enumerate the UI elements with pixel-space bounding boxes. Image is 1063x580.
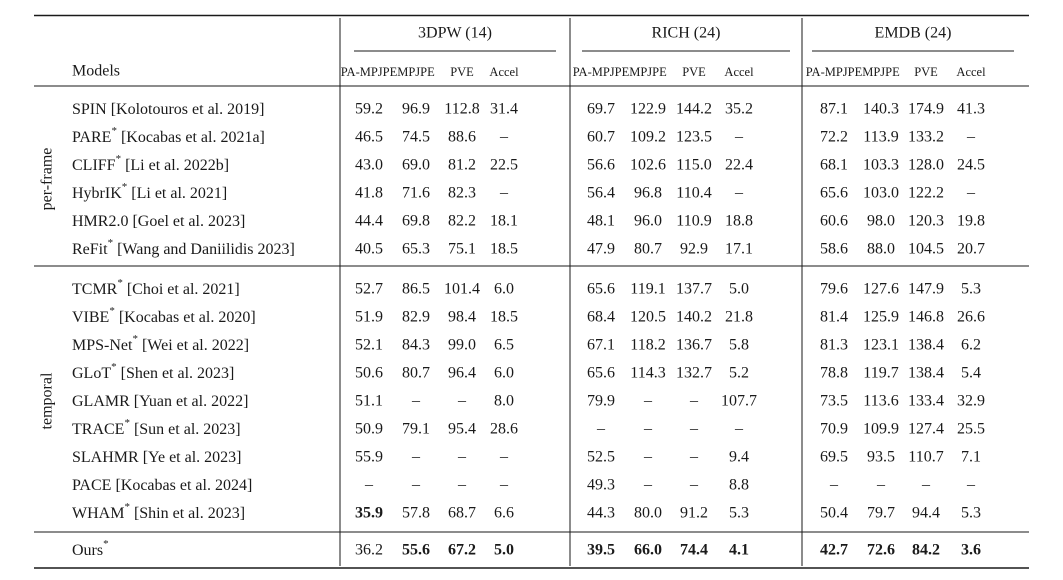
value-cell: 81.2 xyxy=(448,156,476,174)
model-name: TCMR xyxy=(72,280,118,298)
value-cell: 133.2 xyxy=(908,128,944,146)
value-cell: 103.0 xyxy=(863,184,899,202)
value-cell: 84.2 xyxy=(912,541,940,559)
value-cell: 5.3 xyxy=(961,504,981,522)
value-cell: 84.3 xyxy=(402,336,430,354)
value-cell: 79.7 xyxy=(867,504,895,522)
results-table-svg xyxy=(34,14,1029,570)
value-cell: 69.7 xyxy=(587,100,615,118)
star-marker: * xyxy=(103,538,109,550)
model-cell xyxy=(72,237,295,258)
value-cell: 133.4 xyxy=(908,392,944,410)
value-cell: 32.9 xyxy=(957,392,985,410)
value-cell: 110.9 xyxy=(676,212,712,230)
star-marker: * xyxy=(117,277,123,289)
model-cell xyxy=(72,101,264,118)
value-cell: 144.2 xyxy=(676,100,712,118)
citation: [Kocabas et al. 2024] xyxy=(111,476,253,494)
value-cell: 6.5 xyxy=(494,336,514,354)
metric-header: PA-MPJPE xyxy=(805,65,863,79)
value-cell: 65.6 xyxy=(587,280,615,298)
value-cell: 51.1 xyxy=(355,392,383,410)
citation: [Kocabas et al. 2020] xyxy=(114,308,256,326)
value-cell: 98.0 xyxy=(867,212,895,230)
value-cell: 65.3 xyxy=(402,240,430,258)
value-cell: 115.0 xyxy=(676,156,712,174)
value-cell: 68.4 xyxy=(587,308,615,326)
model-cell xyxy=(72,361,234,382)
value-cell: 71.6 xyxy=(402,184,430,202)
value-cell: 21.8 xyxy=(725,308,753,326)
value-cell: 73.5 xyxy=(820,392,848,410)
dataset-header: RICH (24) xyxy=(651,24,721,42)
value-cell: 82.3 xyxy=(448,184,476,202)
model-cell xyxy=(72,501,245,522)
metric-header: MPJPE xyxy=(629,65,667,79)
star-marker: * xyxy=(111,361,117,373)
value-cell: 5.3 xyxy=(729,504,749,522)
value-cell: 6.0 xyxy=(494,364,514,382)
model-cell xyxy=(72,181,227,202)
value-cell: – xyxy=(597,420,605,438)
value-cell: 69.0 xyxy=(402,156,430,174)
value-cell: 58.6 xyxy=(820,240,848,258)
value-cell: 107.7 xyxy=(721,392,757,410)
value-cell: – xyxy=(500,476,508,494)
value-cell: – xyxy=(690,476,698,494)
value-cell: 68.7 xyxy=(448,504,476,522)
star-marker: * xyxy=(121,181,128,193)
value-cell: – xyxy=(644,476,652,494)
value-cell: 44.4 xyxy=(355,212,383,230)
value-cell: 119.1 xyxy=(630,280,666,298)
value-cell: 94.4 xyxy=(912,504,940,522)
value-cell: 50.4 xyxy=(820,504,848,522)
value-cell: 113.6 xyxy=(863,392,899,410)
value-cell: 119.7 xyxy=(863,364,899,382)
metric-header: PVE xyxy=(914,65,938,79)
value-cell: 88.6 xyxy=(448,128,476,146)
value-cell: 65.6 xyxy=(587,364,615,382)
model-cell xyxy=(72,305,256,326)
model-name: CLIFF xyxy=(72,156,116,174)
model-name: HMR2.0 xyxy=(72,212,129,230)
value-cell: 3.6 xyxy=(961,541,981,559)
value-cell: 69.5 xyxy=(820,448,848,466)
value-cell: 41.8 xyxy=(355,184,383,202)
value-cell: 18.8 xyxy=(725,212,753,230)
metric-header: MPJPE xyxy=(397,65,435,79)
value-cell: – xyxy=(877,476,885,494)
value-cell: 18.1 xyxy=(490,212,518,230)
value-cell: 174.9 xyxy=(908,100,944,118)
star-marker: * xyxy=(115,153,122,165)
value-cell: 72.2 xyxy=(820,128,848,146)
value-cell: 47.9 xyxy=(587,240,615,258)
model-name: MPS-Net xyxy=(72,336,133,354)
citation: [Kocabas et al. 2021a] xyxy=(116,128,265,146)
value-cell: 140.3 xyxy=(863,100,899,118)
value-cell: 67.2 xyxy=(448,541,476,559)
value-cell: 36.2 xyxy=(355,541,383,559)
value-cell: 75.1 xyxy=(448,240,476,258)
model-name: SPIN xyxy=(72,100,107,118)
value-cell: – xyxy=(690,420,698,438)
results-table xyxy=(34,14,1029,570)
value-cell: 5.2 xyxy=(729,364,749,382)
value-cell: 52.7 xyxy=(355,280,383,298)
value-cell: 60.7 xyxy=(587,128,615,146)
value-cell: 81.3 xyxy=(820,336,848,354)
value-cell: 9.4 xyxy=(729,448,749,466)
value-cell: 46.5 xyxy=(355,128,383,146)
value-cell: 125.9 xyxy=(863,308,899,326)
metric-header: Accel xyxy=(724,65,754,79)
model-name: VIBE xyxy=(72,308,110,326)
model-cell xyxy=(72,417,241,438)
value-cell: 65.6 xyxy=(820,184,848,202)
value-cell: 113.9 xyxy=(863,128,899,146)
model-cell xyxy=(72,449,242,466)
value-cell: 123.5 xyxy=(676,128,712,146)
value-cell: 67.1 xyxy=(587,336,615,354)
value-cell: – xyxy=(644,420,652,438)
value-cell: 96.0 xyxy=(634,212,662,230)
value-cell: 70.9 xyxy=(820,420,848,438)
value-cell: 138.4 xyxy=(908,336,944,354)
value-cell: 48.1 xyxy=(587,212,615,230)
value-cell: 44.3 xyxy=(587,504,615,522)
citation: [Li et al. 2021] xyxy=(127,184,228,202)
value-cell: 79.6 xyxy=(820,280,848,298)
value-cell: 74.4 xyxy=(680,541,708,559)
value-cell: 31.4 xyxy=(490,100,518,118)
value-cell: 50.6 xyxy=(355,364,383,382)
group-label: temporal xyxy=(38,372,56,430)
value-cell: 109.2 xyxy=(630,128,666,146)
value-cell: – xyxy=(967,128,975,146)
value-cell: 122.9 xyxy=(630,100,666,118)
value-cell: 17.1 xyxy=(725,240,753,258)
value-cell: 39.5 xyxy=(587,541,615,559)
model-name: WHAM xyxy=(72,504,125,522)
model-cell xyxy=(72,393,248,410)
value-cell: – xyxy=(500,184,508,202)
model-name: GLAMR xyxy=(72,392,130,410)
value-cell: – xyxy=(830,476,838,494)
value-cell: 103.3 xyxy=(863,156,899,174)
citation: [Shen et al. 2023] xyxy=(116,364,235,382)
value-cell: 74.5 xyxy=(402,128,430,146)
model-name: ReFit xyxy=(72,240,108,258)
model-name: TRACE xyxy=(72,420,125,438)
value-cell: – xyxy=(500,128,508,146)
value-cell: 127.6 xyxy=(863,280,899,298)
citation: [Choi et al. 2021] xyxy=(122,280,240,298)
citation: [Yuan et al. 2022] xyxy=(129,392,249,410)
value-cell: 56.4 xyxy=(587,184,615,202)
value-cell: 26.6 xyxy=(957,308,985,326)
metric-header: MPJPE xyxy=(862,65,900,79)
value-cell: 98.4 xyxy=(448,308,476,326)
value-cell: 96.9 xyxy=(402,100,430,118)
value-cell: 22.5 xyxy=(490,156,518,174)
value-cell: 118.2 xyxy=(630,336,666,354)
value-cell: 5.0 xyxy=(729,280,749,298)
value-cell: 92.9 xyxy=(680,240,708,258)
value-cell: 140.2 xyxy=(676,308,712,326)
value-cell: 110.7 xyxy=(908,448,944,466)
value-cell: 5.8 xyxy=(729,336,749,354)
value-cell: 127.4 xyxy=(908,420,944,438)
value-cell: 68.1 xyxy=(820,156,848,174)
metric-header: Accel xyxy=(489,65,519,79)
value-cell: 50.9 xyxy=(355,420,383,438)
value-cell: 80.0 xyxy=(634,504,662,522)
value-cell: 18.5 xyxy=(490,240,518,258)
value-cell: 5.3 xyxy=(961,280,981,298)
value-cell: 86.5 xyxy=(402,280,430,298)
value-cell: 28.6 xyxy=(490,420,518,438)
metric-header: PVE xyxy=(682,65,706,79)
model-cell xyxy=(72,153,229,174)
value-cell: 132.7 xyxy=(676,364,712,382)
value-cell: 137.7 xyxy=(676,280,712,298)
value-cell: – xyxy=(412,476,420,494)
value-cell: 128.0 xyxy=(908,156,944,174)
value-cell: 8.8 xyxy=(729,476,749,494)
value-cell: 101.4 xyxy=(444,280,480,298)
value-cell: 19.8 xyxy=(957,212,985,230)
model-name: Ours xyxy=(72,541,104,559)
value-cell: 138.4 xyxy=(908,364,944,382)
value-cell: – xyxy=(412,448,420,466)
citation: [Ye et al. 2023] xyxy=(138,448,242,466)
dataset-header: 3DPW (14) xyxy=(418,24,492,42)
value-cell: 96.8 xyxy=(634,184,662,202)
citation: [Shin et al. 2023] xyxy=(129,504,246,522)
value-cell: 91.2 xyxy=(680,504,708,522)
citation: [Wei et al. 2022] xyxy=(137,336,250,354)
value-cell: 41.3 xyxy=(957,100,985,118)
value-cell: 146.8 xyxy=(908,308,944,326)
model-cell xyxy=(72,277,240,298)
model-name: HybrIK xyxy=(72,184,122,202)
model-cell xyxy=(72,125,265,146)
value-cell: 147.9 xyxy=(908,280,944,298)
value-cell: 40.5 xyxy=(355,240,383,258)
value-cell: 82.9 xyxy=(402,308,430,326)
citation: [Wang and Daniilidis 2023] xyxy=(113,240,295,258)
value-cell: 123.1 xyxy=(863,336,899,354)
value-cell: 6.0 xyxy=(494,280,514,298)
value-cell: 72.6 xyxy=(867,541,895,559)
value-cell: 57.8 xyxy=(402,504,430,522)
star-marker: * xyxy=(124,501,130,513)
value-cell: 25.5 xyxy=(957,420,985,438)
value-cell: 59.2 xyxy=(355,100,383,118)
star-marker: * xyxy=(124,417,130,429)
value-cell: 110.4 xyxy=(676,184,712,202)
value-cell: 51.9 xyxy=(355,308,383,326)
value-cell: – xyxy=(500,448,508,466)
value-cell: 5.4 xyxy=(961,364,981,382)
value-cell: – xyxy=(735,128,743,146)
group-label: per-frame xyxy=(38,147,56,211)
citation: [Sun et al. 2023] xyxy=(129,420,241,438)
value-cell: 35.9 xyxy=(355,504,383,522)
value-cell: – xyxy=(458,476,466,494)
value-cell: 52.1 xyxy=(355,336,383,354)
value-cell: 112.8 xyxy=(444,100,480,118)
value-cell: 4.1 xyxy=(729,541,749,559)
value-cell: – xyxy=(967,476,975,494)
model-cell xyxy=(72,213,245,230)
model-cell xyxy=(72,538,109,559)
model-name: GLoT xyxy=(72,364,112,382)
value-cell: – xyxy=(644,448,652,466)
value-cell: 120.5 xyxy=(630,308,666,326)
value-cell: 80.7 xyxy=(634,240,662,258)
value-cell: 99.0 xyxy=(448,336,476,354)
value-cell: 18.5 xyxy=(490,308,518,326)
value-cell: 81.4 xyxy=(820,308,848,326)
value-cell: 79.9 xyxy=(587,392,615,410)
value-cell: 55.9 xyxy=(355,448,383,466)
value-cell: 69.8 xyxy=(402,212,430,230)
metric-header: PVE xyxy=(450,65,474,79)
value-cell: 78.8 xyxy=(820,364,848,382)
value-cell: 79.1 xyxy=(402,420,430,438)
value-cell: 22.4 xyxy=(725,156,753,174)
value-cell: – xyxy=(644,392,652,410)
star-marker: * xyxy=(107,237,114,249)
value-cell: – xyxy=(690,448,698,466)
value-cell: 88.0 xyxy=(867,240,895,258)
value-cell: 80.7 xyxy=(402,364,430,382)
model-name: PACE xyxy=(72,476,112,494)
value-cell: 82.2 xyxy=(448,212,476,230)
model-name: PARE xyxy=(72,128,112,146)
metric-header: Accel xyxy=(956,65,986,79)
value-cell: 52.5 xyxy=(587,448,615,466)
value-cell: 120.3 xyxy=(908,212,944,230)
value-cell: – xyxy=(735,184,743,202)
star-marker: * xyxy=(111,125,117,137)
metric-header: PA-MPJPE xyxy=(340,65,398,79)
value-cell: 114.3 xyxy=(630,364,666,382)
value-cell: 66.0 xyxy=(634,541,662,559)
value-cell: – xyxy=(922,476,930,494)
value-cell: 24.5 xyxy=(957,156,985,174)
value-cell: 93.5 xyxy=(867,448,895,466)
value-cell: 7.1 xyxy=(961,448,981,466)
value-cell: 109.9 xyxy=(863,420,899,438)
value-cell: 87.1 xyxy=(820,100,848,118)
value-cell: 55.6 xyxy=(402,541,430,559)
value-cell: 42.7 xyxy=(820,541,848,559)
citation: [Goel et al. 2023] xyxy=(128,212,246,230)
value-cell: – xyxy=(967,184,975,202)
value-cell: 95.4 xyxy=(448,420,476,438)
value-cell: 104.5 xyxy=(908,240,944,258)
model-name: SLAHMR xyxy=(72,448,139,466)
value-cell: – xyxy=(412,392,420,410)
value-cell: 6.6 xyxy=(494,504,514,522)
value-cell: 5.0 xyxy=(494,541,514,559)
value-cell: – xyxy=(458,448,466,466)
models-header: Models xyxy=(72,62,120,80)
value-cell: 6.2 xyxy=(961,336,981,354)
value-cell: 35.2 xyxy=(725,100,753,118)
citation: [Li et al. 2022b] xyxy=(121,156,230,174)
value-cell: – xyxy=(365,476,373,494)
value-cell: 136.7 xyxy=(676,336,712,354)
dataset-header: EMDB (24) xyxy=(874,24,952,42)
value-cell: – xyxy=(458,392,466,410)
model-cell xyxy=(72,333,249,354)
value-cell: 49.3 xyxy=(587,476,615,494)
metric-header: PA-MPJPE xyxy=(572,65,630,79)
value-cell: – xyxy=(690,392,698,410)
value-cell: 96.4 xyxy=(448,364,476,382)
value-cell: 8.0 xyxy=(494,392,514,410)
value-cell: 102.6 xyxy=(630,156,666,174)
value-cell: 60.6 xyxy=(820,212,848,230)
value-cell: 43.0 xyxy=(355,156,383,174)
model-cell xyxy=(72,477,252,494)
value-cell: 122.2 xyxy=(908,184,944,202)
value-cell: – xyxy=(735,420,743,438)
star-marker: * xyxy=(132,333,138,345)
citation: [Kolotouros et al. 2019] xyxy=(106,100,265,118)
star-marker: * xyxy=(109,305,115,317)
value-cell: 56.6 xyxy=(587,156,615,174)
value-cell: 20.7 xyxy=(957,240,985,258)
